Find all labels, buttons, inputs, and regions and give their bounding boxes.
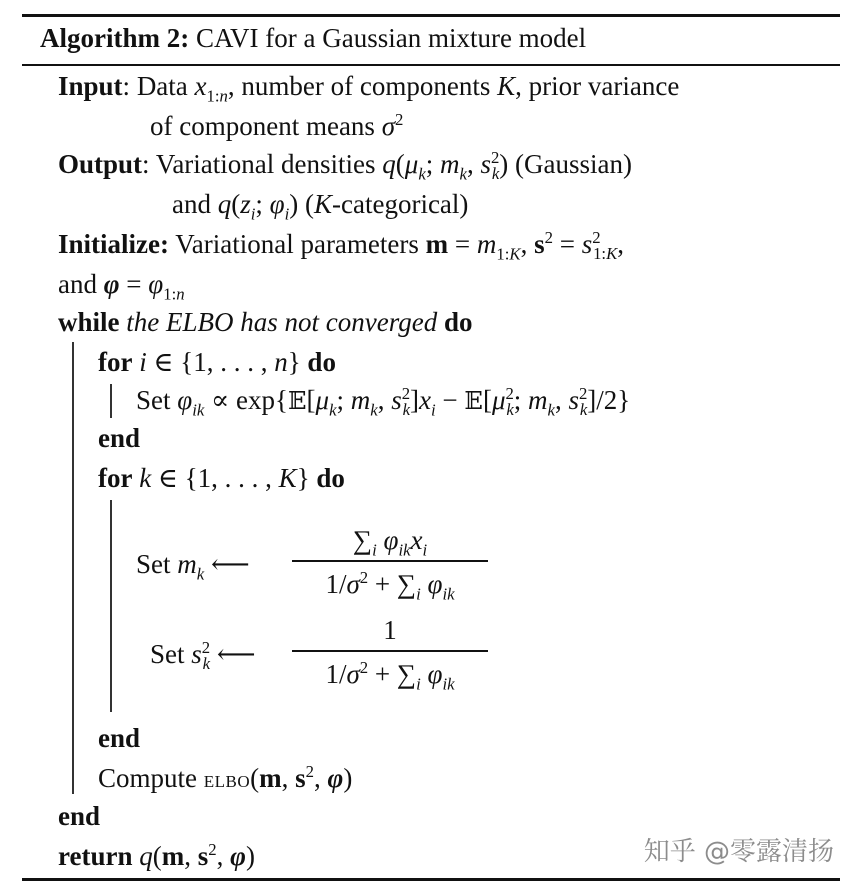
input-keyword: Input (58, 71, 123, 101)
do-keyword: do (307, 347, 336, 377)
for-i-line: for i ∈ {1, . . . , n} do (98, 347, 336, 377)
output-line: Output: Variational densities $q(\mu_k$; $m_k$, $s^2_k$) (Gaussian) (58, 148, 632, 184)
input-text: , prior variance (515, 71, 680, 101)
s-update-fraction (292, 614, 488, 693)
input-text: Data (136, 71, 188, 101)
m-numerator: $\sum_i$ $\varphi_{ik}x_i$ (352, 525, 428, 560)
end-keyword: end (98, 423, 141, 453)
set-keyword: Set (150, 639, 185, 669)
m-update-fraction (292, 524, 488, 603)
fraction-bar (292, 560, 488, 562)
s-numerator: 1 (383, 615, 397, 645)
end-while (58, 800, 100, 832)
do-keyword: do (443, 307, 473, 337)
return-keyword: return (58, 841, 133, 871)
s-denominator: $1/\sigma^2 + \sum_i$ $\varphi_{ik}$ (325, 657, 455, 693)
end-keyword: end (98, 723, 141, 753)
while-condition: the ELBO has not converged (126, 307, 438, 337)
input-text: of component means (150, 111, 375, 141)
output-text: -categorical) (332, 189, 469, 219)
title-rule (22, 64, 840, 66)
output-text: and (172, 189, 211, 219)
initialize-line-cont: and $\varphi = \varphi_{1:n}$ (58, 269, 185, 304)
do-keyword: do (316, 463, 345, 493)
end-for-k (98, 722, 140, 754)
for-keyword: for (98, 347, 133, 377)
end-for-i (98, 422, 140, 454)
compute-keyword: Compute (98, 763, 197, 793)
and-keyword: and (58, 269, 97, 299)
input-line: Input: Data $x_{1:n}$, number of components K, prior variance (58, 71, 680, 106)
compute-elbo-line: Compute elbo(m, $s^2$, φ) (98, 762, 353, 793)
set-s-line: Set $s^2_k$ ⟵ (150, 638, 256, 674)
output-keyword: Output (58, 149, 143, 179)
elbo-function: elbo (203, 766, 251, 793)
input-line-cont: of component means $\sigma^2$ (150, 110, 404, 141)
while-block-bar (72, 342, 74, 794)
for-k-line: for k ∈ {1, . . . , K} do (98, 463, 345, 493)
top-rule (22, 14, 840, 17)
end-keyword: end (58, 801, 101, 831)
initialize-line: Initialize: Variational parameters $m = m_{1:K}$, $s^2 = s^2_{1:K}$, (58, 228, 625, 264)
set-phi-line: Set $\varphi_{ik}$ ∝ $\exp\{𝔼[\mu_k$; $m_k$, $s^2_k]x_i$ − $𝔼[\mu^2_k$; $m_k$, $s^2_k]/2$} (136, 384, 631, 420)
m-denominator: $1/\sigma^2 + \sum_i$ $\varphi_{ik}$ (325, 567, 455, 603)
initialize-keyword: Initialize: (58, 229, 169, 259)
watermark: 知乎 @零露清扬 (643, 837, 834, 867)
bottom-rule (22, 878, 840, 881)
output-text: (Gaussian) (515, 149, 632, 179)
algorithm-name: CAVI for a Gaussian mixture model (195, 23, 587, 53)
algorithm-number: Algorithm 2: (40, 23, 190, 53)
while-keyword: while (58, 307, 120, 337)
output-text: Variational densities (155, 149, 376, 179)
output-line-cont: and $q(z_i$; $\varphi_i$) (K-categorical) (172, 189, 469, 224)
return-line: return q(m, $s^2$, φ) (58, 840, 255, 871)
fraction-bar (292, 650, 488, 652)
for-k-block-bar (110, 500, 112, 712)
set-keyword: Set (136, 549, 171, 579)
algorithm-title (40, 22, 586, 54)
set-m-line: Set $m_k$ ⟵ (136, 549, 250, 584)
initialize-text: Variational parameters (175, 229, 419, 259)
while-line (58, 306, 472, 338)
for-keyword: for (98, 463, 133, 493)
set-keyword: Set (136, 385, 171, 415)
input-text: , number of components (227, 71, 491, 101)
for-i-block-bar (110, 384, 112, 418)
